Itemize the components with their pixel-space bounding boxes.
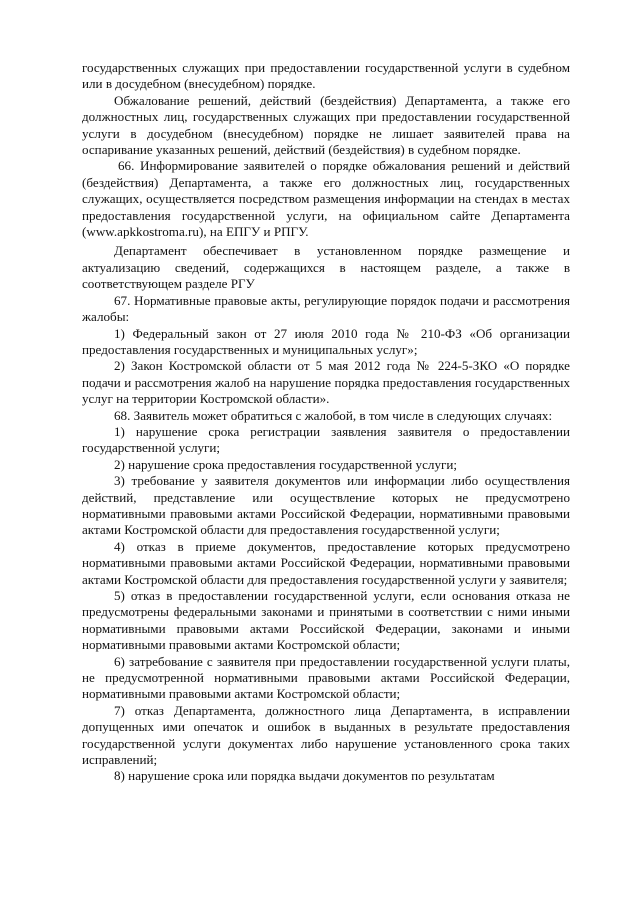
- list-item-68-8: 8) нарушение срока или порядка выдачи документов по результатам: [114, 768, 495, 784]
- list-item-68-6: 6) затребование с заявителя при предоставлении государственной услуги платы, не предусмотренной нормативными правовыми актами Российской Федерации, нормативными правовыми актами Костромской области;: [82, 653, 570, 702]
- list-item-68-7: 7) отказ Департамента, должностного лица Департамента, в исправлении допущенных ими опечаток и ошибок в выданных в результате предоставления государственной услуги документах либо нарушение установленного срока таких исправлений;: [82, 702, 570, 768]
- document-body: [82, 60, 570, 785]
- paragraph-67: 67. Нормативные правовые акты, регулирующие порядок подачи и рассмотрения жалобы:: [82, 292, 570, 325]
- paragraph-continuation: государственных служащих при предоставлении государственной услуги в судебном или в досудебном (внесудебном) порядке.: [82, 60, 570, 92]
- paragraph-66: 66. Информирование заявителей о порядке обжалования решений и действий (бездействия) Департамента, а также его должностных лиц, государственных служащих, осуществляется посредством размещения информации на стендах в местах предоставления государственной услуги, на официальном сайте Департамента (www.apkkostroma.ru), на ЕПГУ и РПГУ.: [82, 158, 570, 240]
- list-item-68-1: 1) нарушение срока регистрации заявления заявителя о предоставлении государственной услуги;: [82, 423, 570, 456]
- list-item-68-5: 5) отказ в предоставлении государственной услуги, если основания отказа не предусмотрены федеральными законами и принятыми в соответствии с ними иными нормативными правовыми актами Российской Федерации, законами и иными нормативными правовыми актами Костромской области;: [82, 588, 570, 653]
- list-item-67-1: 1) Федеральный закон от 27 июля 2010 года № 210-ФЗ «Об организации предоставления государственных и муниципальных услуг»;: [82, 325, 570, 357]
- list-item-68-2: 2) нарушение срока предоставления государственной услуги;: [114, 456, 458, 472]
- paragraph-department-publishes: Департамент обеспечивает в установленном порядке размещение и актуализацию сведений, содержащихся в настоящем разделе, а также в соответствующем разделе РГУ: [82, 243, 570, 292]
- list-item-68-4: 4) отказ в приеме документов, предоставление которых предусмотрено нормативными правовыми актами Российской Федерации, нормативными правовыми актами Костромской области для предоставления государственной услуги у заявителя;: [82, 538, 570, 587]
- paragraph-68: 68. Заявитель может обратиться с жалобой, в том числе в следующих случаях:: [114, 407, 553, 423]
- list-item-68-3: 3) требование у заявителя документов или информации либо осуществления действий, представление или осуществление которых не предусмотрено нормативными правовыми актами Российской Федерации, нормативными правовыми актами Костромской области для предоставления государственной услуги;: [82, 473, 570, 538]
- paragraph-appeal-rights: Обжалование решений, действий (бездействия) Департамента, а также его должностных лиц, государственных служащих при предоставлении государственной услуги в досудебном (внесудебном) порядке не лишает заявителей права на оспаривание указанных решений, действий (бездействия) в судебном порядке.: [82, 92, 570, 158]
- list-item-67-2: 2) Закон Костромской области от 5 мая 2012 года № 224-5-ЗКО «О порядке подачи и рассмотрения жалоб на нарушение порядка предоставления государственных услуг на территории Костромской области».: [82, 358, 570, 407]
